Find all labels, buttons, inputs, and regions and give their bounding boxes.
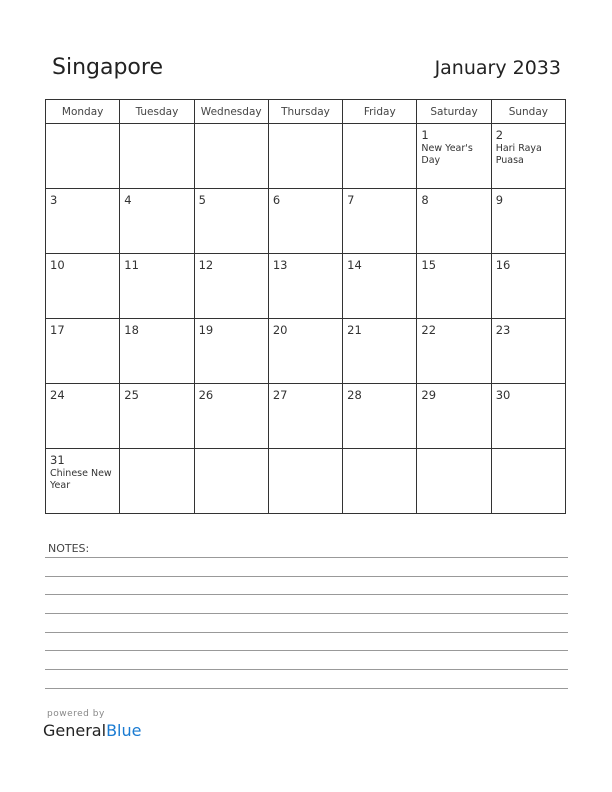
day-cell xyxy=(268,124,342,189)
day-cell xyxy=(120,449,194,514)
day-number: 10 xyxy=(50,258,65,272)
day-cell xyxy=(46,124,120,189)
day-number: 16 xyxy=(495,258,511,272)
day-number: 14 xyxy=(347,258,362,272)
day-cell xyxy=(268,319,342,384)
day-number: 24 xyxy=(50,388,65,402)
day-cell xyxy=(343,319,417,384)
day-cell xyxy=(491,319,565,384)
day-cell xyxy=(343,449,417,514)
day-number: 11 xyxy=(124,258,139,272)
day-cell xyxy=(194,124,268,189)
day-number: 17 xyxy=(50,323,65,337)
day-cell xyxy=(120,124,194,189)
brand-logo xyxy=(43,721,141,740)
note-line xyxy=(45,669,568,670)
day-cell xyxy=(268,254,342,319)
day-number: 3 xyxy=(50,193,58,207)
day-cell xyxy=(268,189,342,254)
day-number: 2 xyxy=(495,128,504,142)
day-cell xyxy=(417,254,491,319)
day-cell xyxy=(343,124,417,189)
day-cell xyxy=(417,449,491,514)
day-cell xyxy=(46,319,120,384)
day-cell xyxy=(46,449,120,514)
day-number: 31 xyxy=(50,453,65,467)
day-cell xyxy=(343,384,417,449)
note-line xyxy=(45,576,568,577)
weekday-header: Wednesday xyxy=(194,100,268,124)
day-cell xyxy=(343,254,417,319)
brand-blue: Blue xyxy=(106,721,142,740)
day-cell xyxy=(491,384,565,449)
day-number: 22 xyxy=(421,323,437,337)
week-row xyxy=(46,449,566,514)
weekday-header-row xyxy=(46,100,566,124)
brand-general: General xyxy=(43,721,107,740)
calendar-body xyxy=(46,124,566,514)
day-cell xyxy=(120,254,194,319)
weekday-header: Friday xyxy=(343,100,417,124)
note-line xyxy=(45,613,568,614)
day-number: 26 xyxy=(198,388,214,402)
day-cell xyxy=(268,449,342,514)
week-row xyxy=(46,189,566,254)
day-cell xyxy=(417,124,491,189)
day-number: 8 xyxy=(421,193,429,207)
week-row xyxy=(46,254,566,319)
day-cell xyxy=(46,384,120,449)
week-row xyxy=(46,384,566,449)
day-number: 18 xyxy=(124,323,139,337)
day-cell xyxy=(120,384,194,449)
holiday-label: New Year's Day xyxy=(421,143,473,166)
day-cell xyxy=(194,384,268,449)
day-number: 28 xyxy=(347,388,362,402)
day-number: 13 xyxy=(272,258,288,272)
day-number: 5 xyxy=(198,193,206,207)
weekday-header: Monday xyxy=(46,100,120,124)
day-cell xyxy=(417,384,491,449)
day-number: 4 xyxy=(124,193,132,207)
day-cell xyxy=(343,189,417,254)
day-number: 7 xyxy=(347,193,355,207)
day-number: 6 xyxy=(272,193,281,207)
note-line xyxy=(45,594,568,595)
calendar-grid xyxy=(45,99,566,514)
weekday-header: Tuesday xyxy=(120,100,194,124)
notes-label: NOTES: xyxy=(48,542,90,555)
day-cell xyxy=(491,254,565,319)
day-cell xyxy=(417,189,491,254)
powered-by-text: powered by xyxy=(47,709,105,719)
day-number: 21 xyxy=(347,323,362,337)
note-line xyxy=(45,557,568,558)
day-number: 15 xyxy=(421,258,437,272)
day-cell xyxy=(46,254,120,319)
day-cell xyxy=(491,124,565,189)
day-number: 19 xyxy=(198,323,214,337)
day-cell xyxy=(268,384,342,449)
day-cell xyxy=(491,449,565,514)
day-cell xyxy=(194,189,268,254)
day-cell xyxy=(194,254,268,319)
month-year-title: January 2033 xyxy=(434,57,561,79)
day-cell xyxy=(120,189,194,254)
day-cell xyxy=(120,319,194,384)
day-number: 30 xyxy=(495,388,511,402)
day-number: 25 xyxy=(124,388,139,402)
weekday-header: Sunday xyxy=(491,100,565,124)
day-number: 29 xyxy=(421,388,437,402)
day-cell xyxy=(417,319,491,384)
day-number: 27 xyxy=(272,388,288,402)
day-cell xyxy=(491,189,565,254)
day-cell xyxy=(194,449,268,514)
day-number: 9 xyxy=(495,193,504,207)
day-cell xyxy=(46,189,120,254)
region-title: Singapore xyxy=(52,55,163,80)
holiday-label: Hari Raya Puasa xyxy=(495,143,542,166)
day-number: 12 xyxy=(198,258,214,272)
week-row xyxy=(46,319,566,384)
day-number: 1 xyxy=(421,128,429,142)
holiday-label: Chinese New Year xyxy=(50,468,112,491)
day-number: 23 xyxy=(495,323,511,337)
note-line xyxy=(45,650,568,651)
week-row xyxy=(46,124,566,189)
note-line xyxy=(45,688,568,689)
note-line xyxy=(45,632,568,633)
weekday-header: Saturday xyxy=(417,100,491,124)
weekday-header: Thursday xyxy=(268,100,342,124)
day-cell xyxy=(194,319,268,384)
day-number: 20 xyxy=(272,323,288,337)
